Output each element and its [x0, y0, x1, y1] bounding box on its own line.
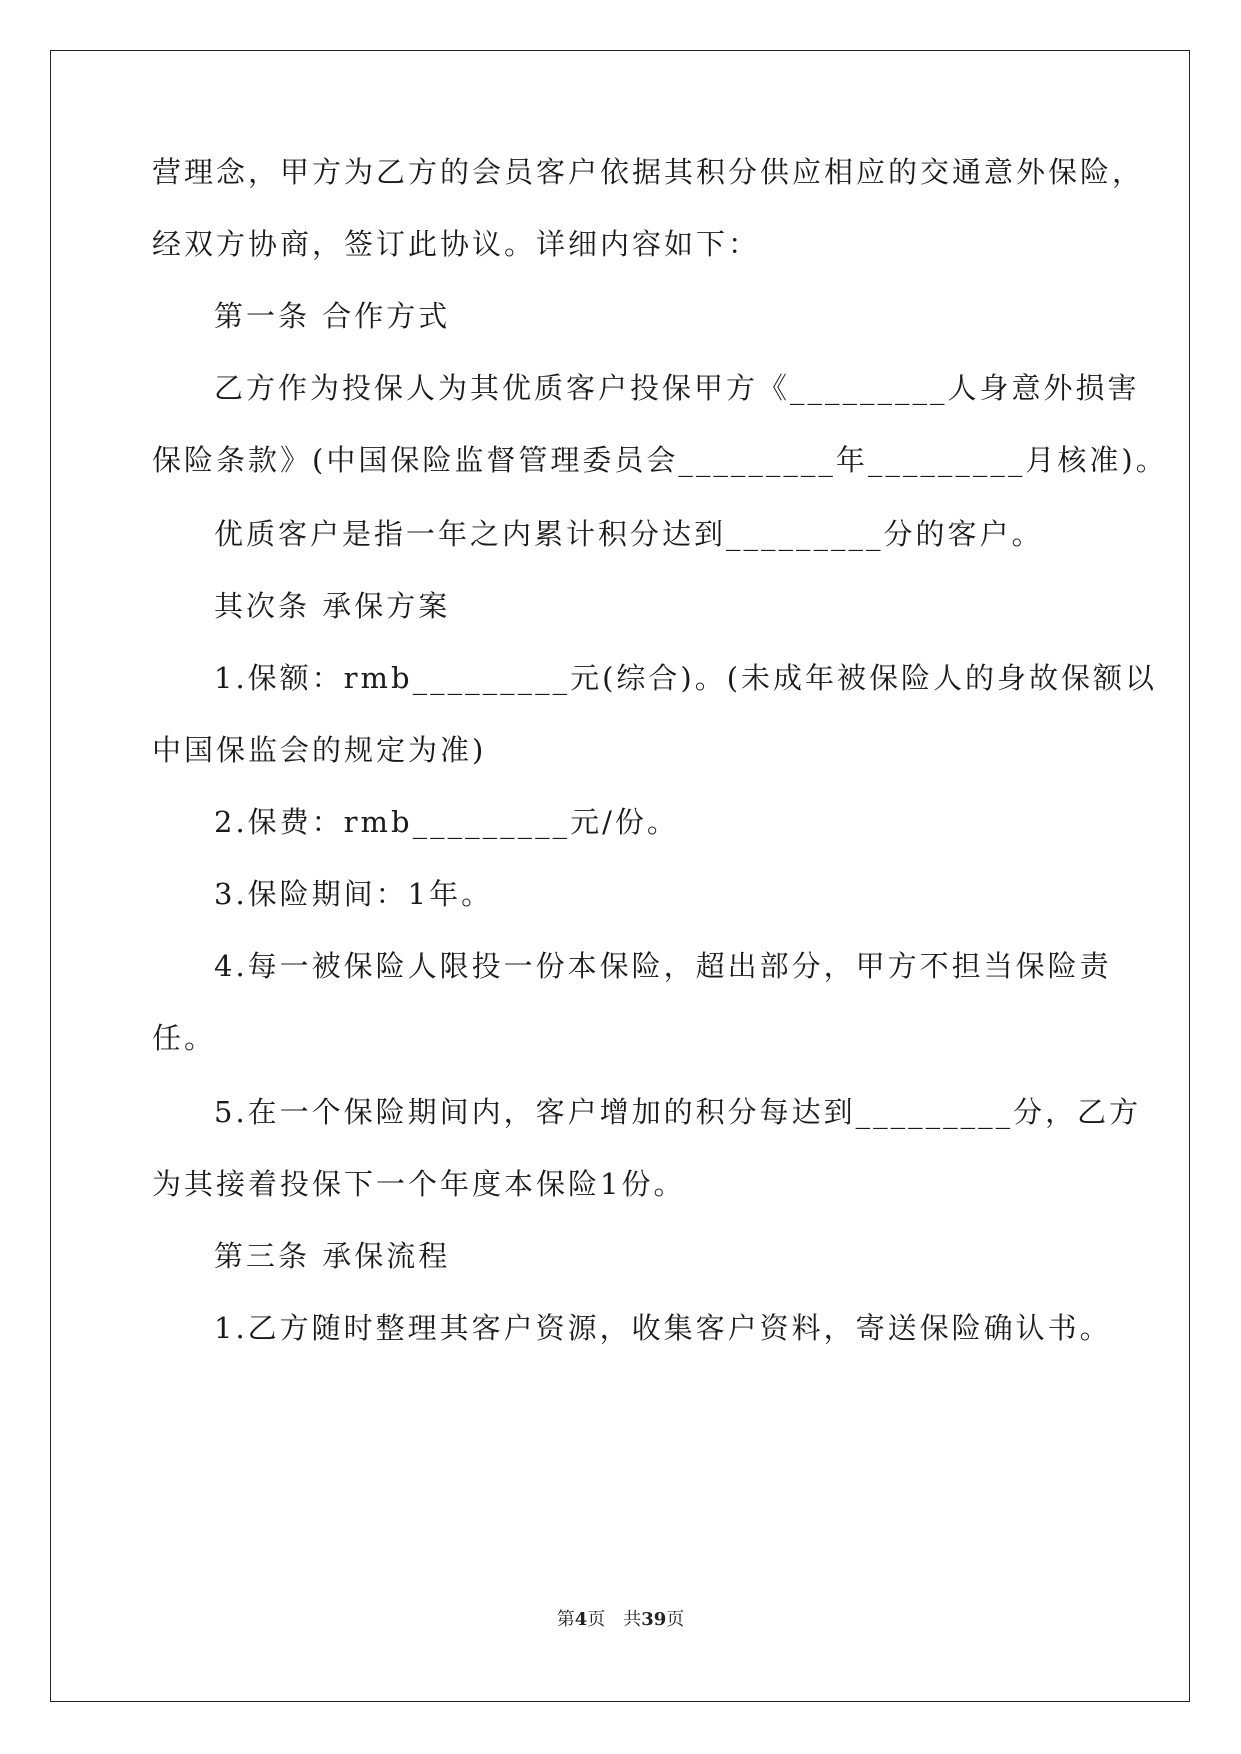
footer-total-prefix: 共	[623, 1609, 642, 1630]
list-item-6: 1.乙方随时整理其客户资源，收集客户资料，寄送保险确认书。	[214, 1311, 1112, 1345]
section-heading-2: 其次条 承保方案	[214, 589, 451, 623]
section-heading-3: 第三条 承保流程	[214, 1239, 451, 1273]
paragraph-line-4: 保险条款》(中国保险监督管理委员会_________年_________月核准)。	[152, 443, 1168, 477]
list-item-1-cont: 中国保监会的规定为准)	[152, 733, 487, 767]
footer-total-pages: 39	[641, 1609, 667, 1630]
list-item-3: 3.保险期间：1年。	[214, 877, 494, 911]
footer-page-word: 页	[587, 1609, 606, 1630]
section-heading-1: 第一条 合作方式	[214, 299, 451, 333]
list-item-4: 4.每一被保险人限投一份本保险，超出部分，甲方不担当保险责	[214, 949, 1112, 983]
footer-prefix: 第	[556, 1609, 575, 1630]
paragraph-line-3: 乙方作为投保人为其优质客户投保甲方《_________人身意外损害	[214, 371, 1140, 405]
list-item-4-cont: 任。	[152, 1021, 217, 1055]
page-footer	[0, 1608, 1241, 1632]
list-item-2: 2.保费：rmb_________元/份。	[214, 805, 679, 839]
list-item-5: 5.在一个保险期间内，客户增加的积分每达到_________分，乙方	[214, 1095, 1142, 1129]
paragraph-line-2: 经双方协商，签订此协议。详细内容如下：	[152, 227, 761, 261]
list-item-1: 1.保额：rmb_________元(综合)。(未成年被保险人的身故保额以	[214, 661, 1158, 695]
list-item-5-cont: 为其接着投保下一个年度本保险1份。	[152, 1167, 686, 1201]
paragraph-line-1: 营理念，甲方为乙方的会员客户依据其积分供应相应的交通意外保险，	[152, 155, 1145, 189]
footer-total-suffix: 页	[666, 1609, 685, 1630]
paragraph-line-5: 优质客户是指一年之内累计积分达到_________分的客户。	[214, 517, 1044, 551]
footer-current-page: 4	[574, 1609, 588, 1630]
